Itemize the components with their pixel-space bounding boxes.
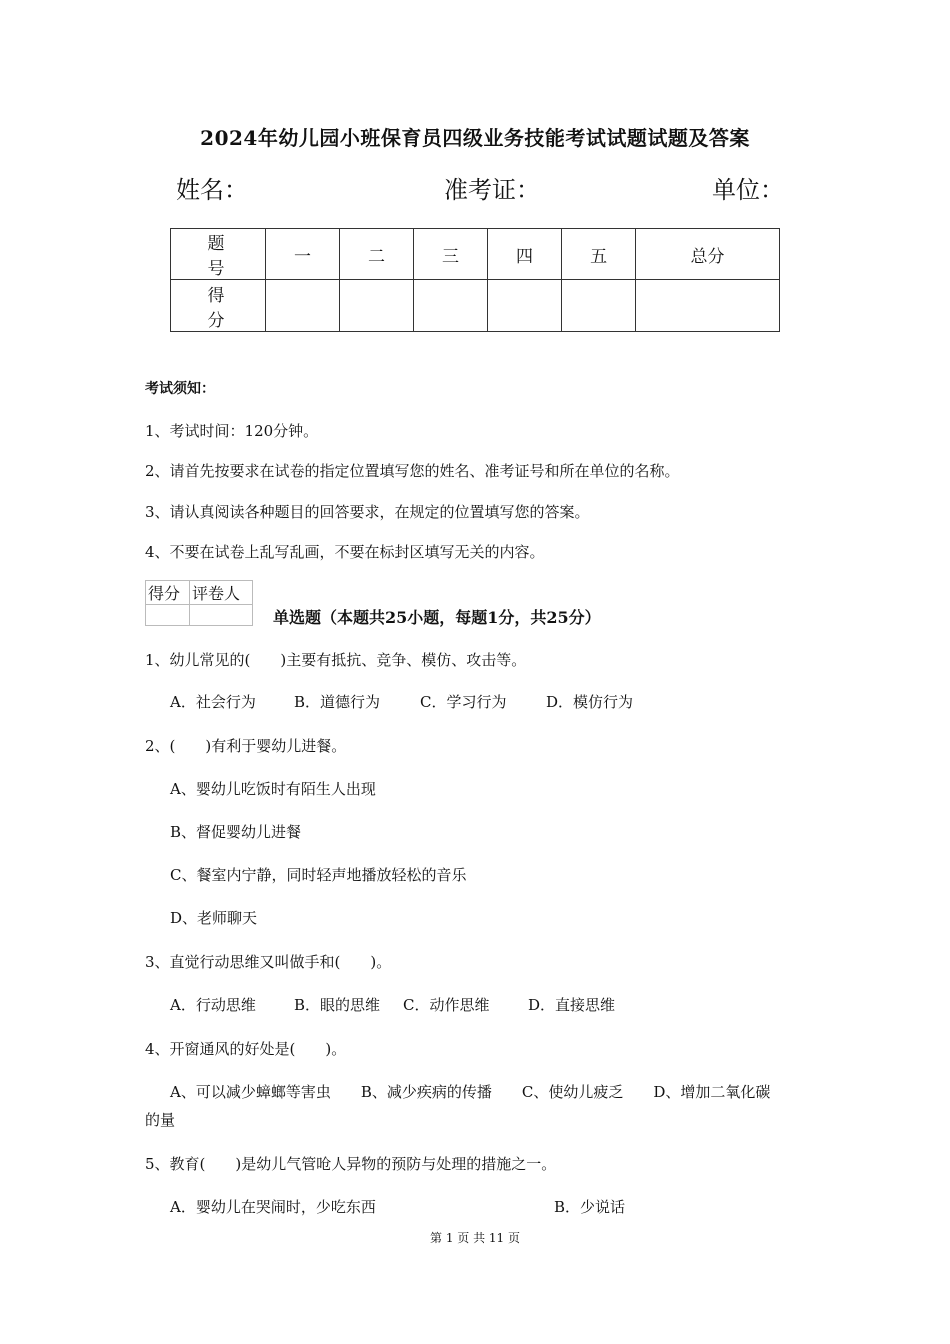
question-option: D．直接思维 — [528, 996, 616, 1014]
page-footer: 第 1 页 共 11 页 — [430, 1231, 520, 1245]
question-stem: 5、教育( )是幼儿气管呛人异物的预防与处理的措施之一。 — [145, 1155, 557, 1173]
question-options-wrap: 的量 — [145, 1111, 176, 1129]
note-item: 2、请首先按要求在试卷的指定位置填写您的姓名、准考证号和所在单位的名称。 — [145, 462, 680, 480]
score-table-score-row — [171, 280, 780, 332]
column-4: 四 — [488, 229, 562, 280]
question-option: A．婴幼儿在哭闹时，少吃东西 — [170, 1198, 376, 1216]
candidate-info-row — [176, 170, 784, 204]
note-item: 1、考试时间：120分钟。 — [145, 422, 319, 440]
question-option: B．眼的思维 — [294, 996, 381, 1014]
grader-score-cell — [146, 605, 190, 626]
score-cell-2 — [340, 280, 414, 332]
question-option: B．道德行为 — [294, 693, 381, 711]
score-cell-5 — [562, 280, 636, 332]
question-option: A．行动思维 — [170, 996, 256, 1014]
unit-label: 单位： — [712, 176, 784, 204]
note-item: 4、不要在试卷上乱写乱画，不要在标封区填写无关的内容。 — [145, 543, 545, 561]
question-stem: 4、开窗通风的好处是( )。 — [145, 1040, 347, 1058]
question-option: D．模仿行为 — [546, 693, 634, 711]
grader-reviewer-cell — [189, 605, 252, 626]
question-stem: 2、( )有利于婴幼儿进餐。 — [145, 737, 347, 755]
question-number-label: 题 号 — [171, 229, 266, 280]
column-3: 三 — [414, 229, 488, 280]
score-cell-total — [636, 280, 780, 332]
note-item: 3、请认真阅读各种题目的回答要求，在规定的位置填写您的答案。 — [145, 503, 590, 521]
question-option: B．少说话 — [554, 1198, 626, 1216]
question-option: A、婴幼儿吃饭时有陌生人出现 — [170, 780, 376, 798]
exam-number-label: 准考证： — [444, 176, 540, 204]
question-options-line: A、可以减少蟑螂等害虫 B、减少疾病的传播 C、使幼儿疲乏 D、增加二氧化碳 — [170, 1083, 771, 1101]
section-title: 单选题（本题共25小题，每题1分，共25分） — [273, 608, 601, 627]
column-total: 总分 — [636, 229, 780, 280]
question-stem: 3、直觉行动思维又叫做手和( )。 — [145, 953, 392, 971]
notes-title: 考试须知： — [145, 381, 215, 397]
score-table-header-row — [171, 229, 780, 280]
question-option: C．学习行为 — [420, 693, 507, 711]
grader-score-label: 得分 — [146, 581, 190, 605]
question-stem: 1、幼儿常见的( )主要有抵抗、竞争、模仿、攻击等。 — [145, 651, 527, 669]
score-cell-3 — [414, 280, 488, 332]
name-label: 姓名： — [176, 176, 248, 204]
column-5: 五 — [562, 229, 636, 280]
question-option: C、餐室内宁静，同时轻声地播放轻松的音乐 — [170, 866, 467, 884]
question-option: A．社会行为 — [170, 693, 256, 711]
question-option: B、督促婴幼儿进餐 — [170, 823, 302, 841]
document-title: 2024年幼儿园小班保育员四级业务技能考试试题试题及答案 — [200, 126, 750, 150]
score-label: 得 分 — [171, 280, 266, 332]
question-option: C．动作思维 — [403, 996, 490, 1014]
score-cell-1 — [266, 280, 340, 332]
grader-reviewer-label: 评卷人 — [189, 581, 252, 605]
column-2: 二 — [340, 229, 414, 280]
grader-box — [145, 580, 253, 626]
score-cell-4 — [488, 280, 562, 332]
score-table — [170, 228, 780, 332]
column-1: 一 — [266, 229, 340, 280]
question-option: D、老师聊天 — [170, 909, 258, 927]
